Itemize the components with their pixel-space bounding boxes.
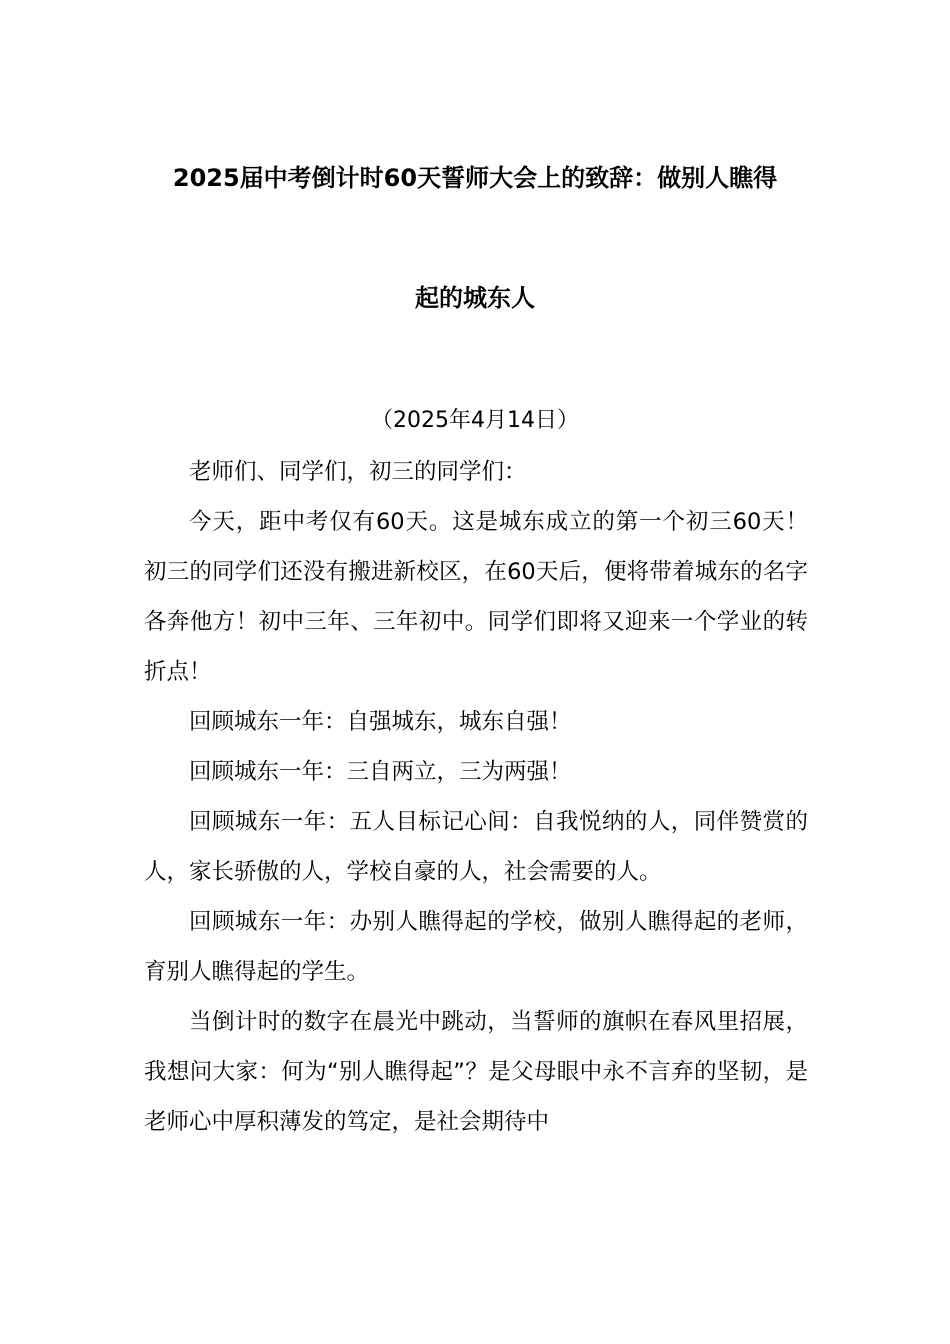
- paragraph: 回顾城东一年：办别人瞧得起的学校，做别人瞧得起的老师，育别人瞧得起的学生。: [144, 909, 808, 985]
- paragraph: 当倒计时的数字在晨光中跳动，当誓师的旗帜在春风里招展，我想问大家：何为“别人瞧得起”？是父母眼中永不言弃的坚韧，是老师心中厚积薄发的笃定，是社会期待中: [144, 1009, 808, 1135]
- document-title-line-2: 起的城东人: [415, 284, 535, 312]
- document-date: （2025年4月14日）: [371, 408, 579, 433]
- document-title-line-1: 2025届中考倒计时60天誓师大会上的致辞：做别人瞧得: [172, 164, 778, 192]
- paragraph: 回顾城东一年：五人目标记心间：自我悦纳的人，同伴赞赏的人，家长骄傲的人，学校自豪的人，社会需要的人。: [144, 809, 808, 885]
- paragraph: 今天，距中考仅有60天。这是城东成立的第一个初三60天！初三的同学们还没有搬进新校区，在60天后，便将带着城东的名字各奔他方！初中三年、三年初中。同学们即将又迎来一个学业的转折点！: [144, 509, 808, 685]
- paragraph: 回顾城东一年：自强城东，城东自强！: [189, 709, 572, 735]
- paragraph: 回顾城东一年：三自两立，三为两强！: [189, 759, 572, 785]
- paragraph-greeting: 老师们、同学们，初三的同学们：: [189, 459, 527, 485]
- document-body: [144, 447, 808, 1147]
